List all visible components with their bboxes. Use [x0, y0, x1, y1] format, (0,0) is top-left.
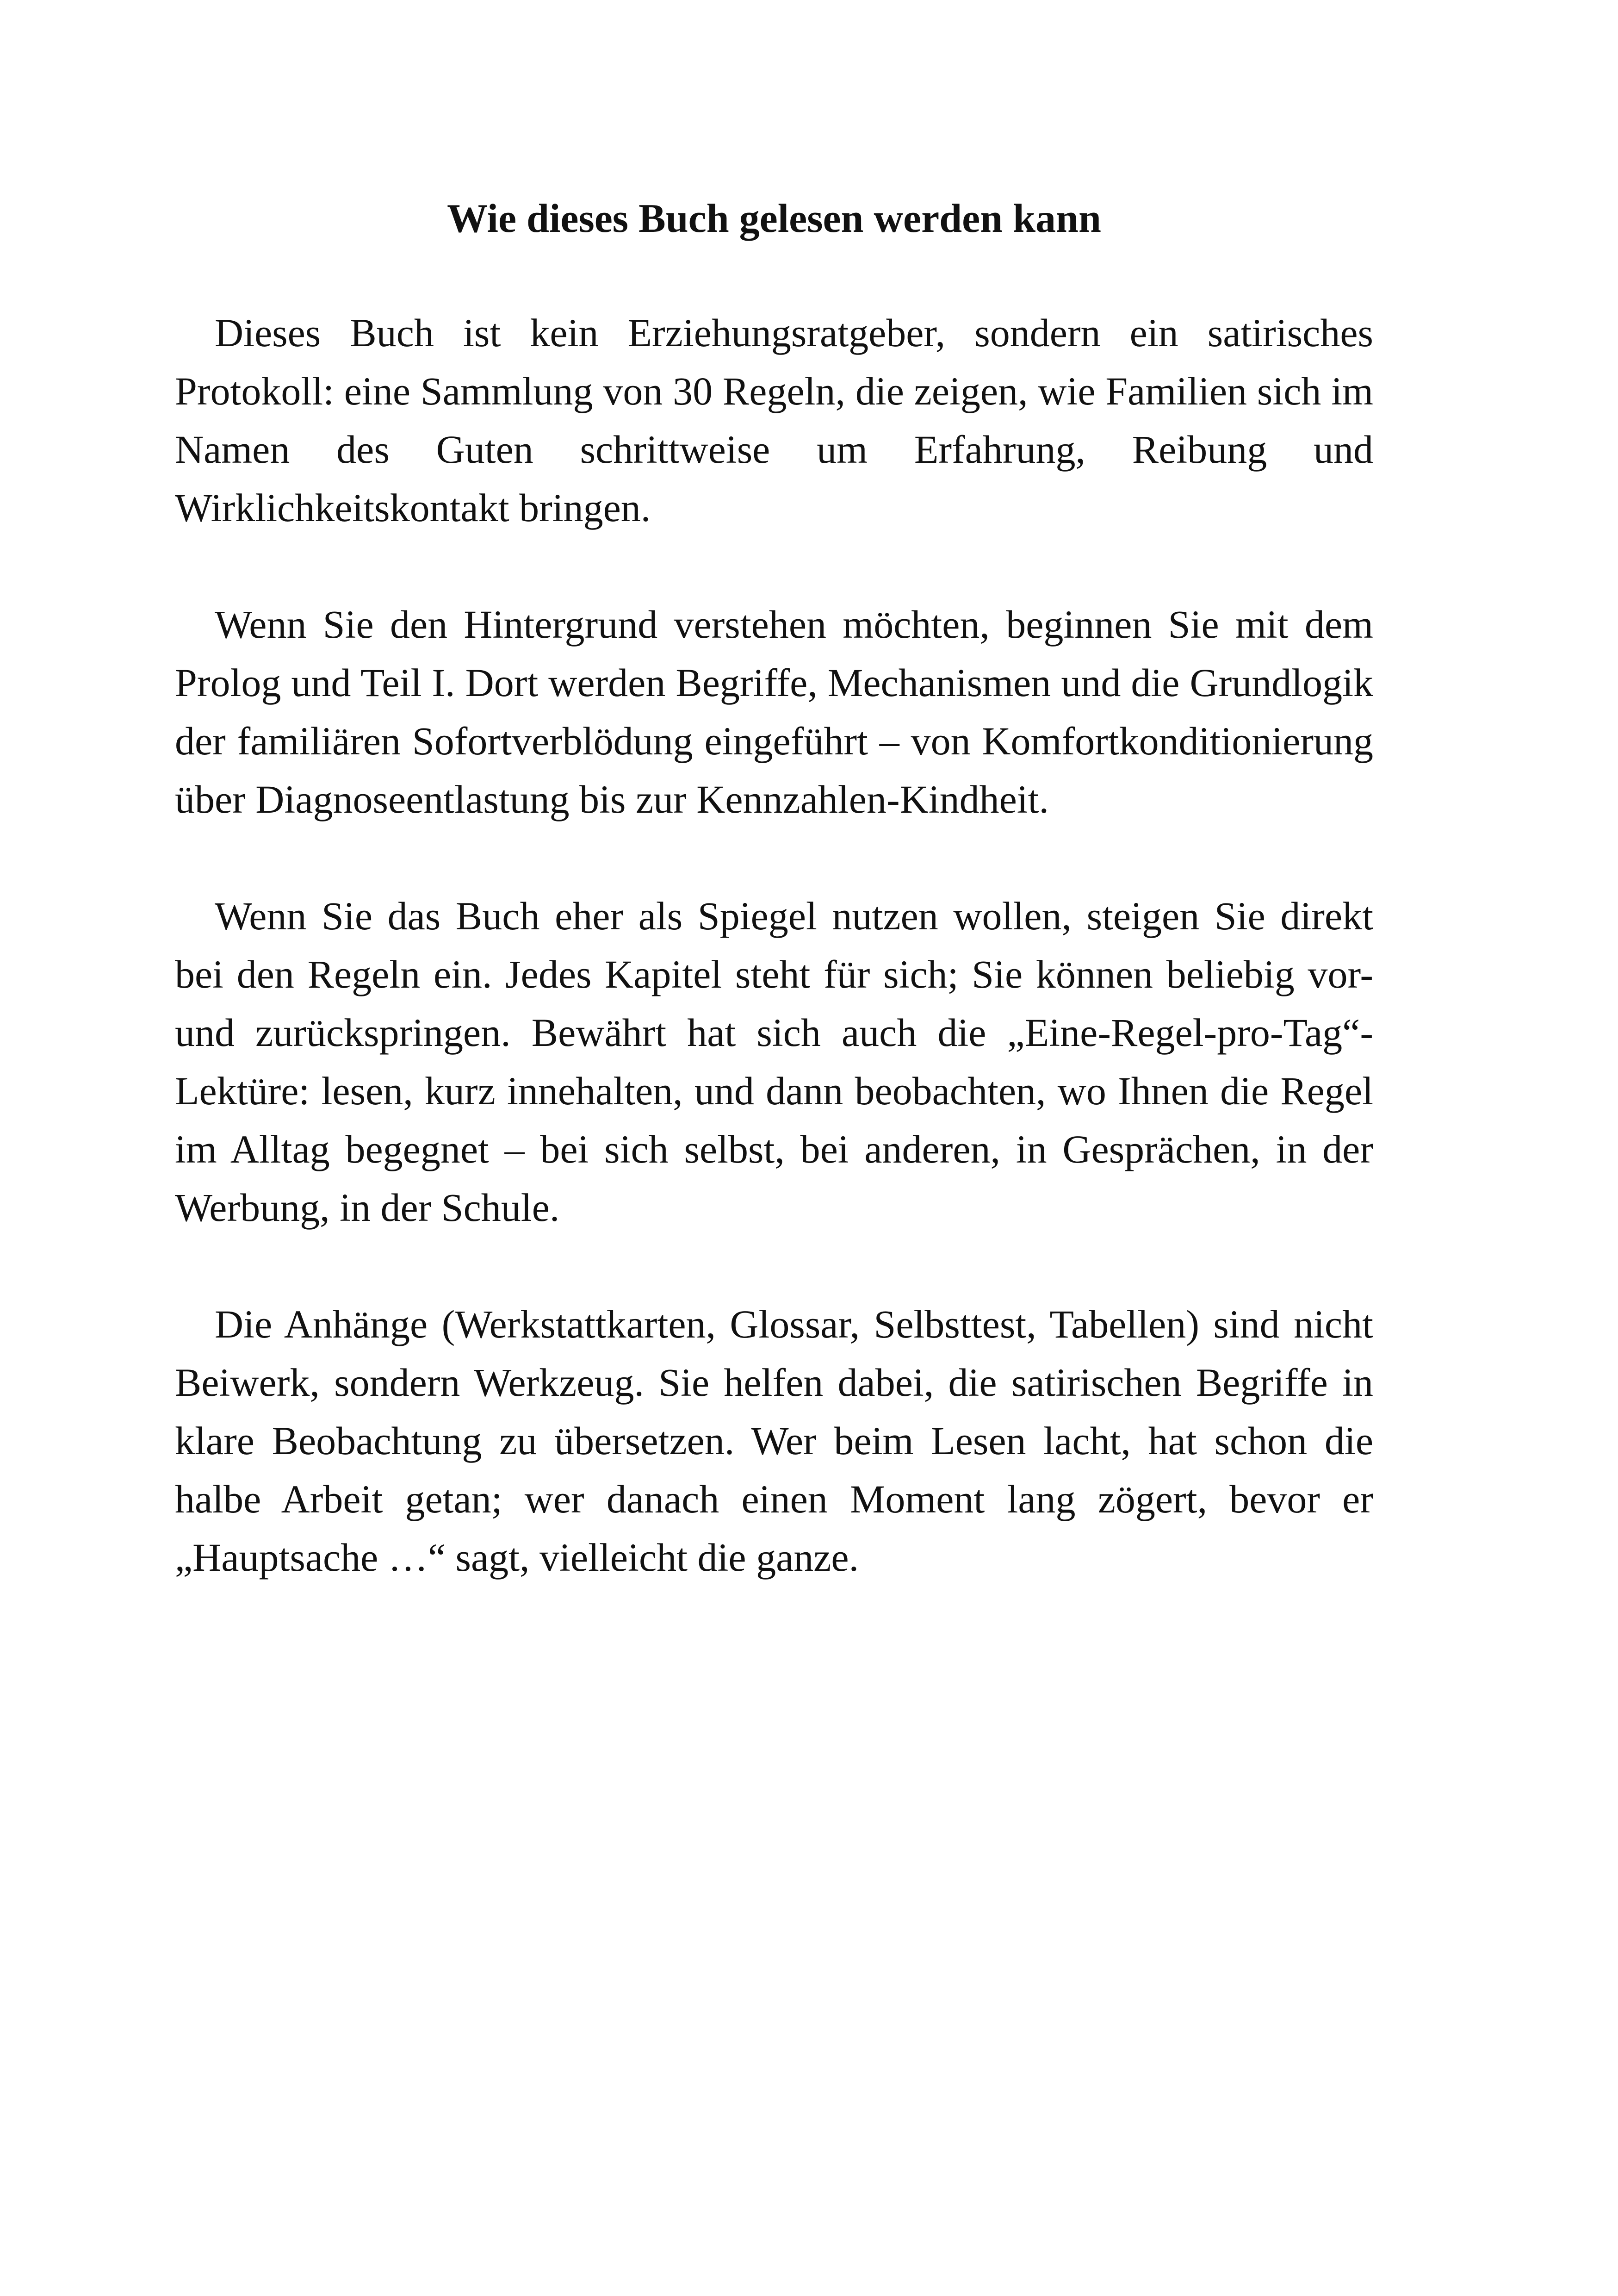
paragraph-2: Wenn Sie den Hintergrund verstehen möchten, beginnen Sie mit dem Prolog und Teil I. Dort werden Begriffe, Mechanismen und die Grundlogik der familiären Sofortverblödung eingeführt – von Komfortkonditionierung über Diagnoseentlastung bis zur Kennzahlen-Kindheit.: [175, 602, 1373, 821]
paragraph-4: Die Anhänge (Werkstattkarten, Glossar, Selbsttest, Tabellen) sind nicht Beiwerk, sondern Werkzeug. Sie helfen dabei, die satirischen Begriffe in klare Beobachtung zu übersetzen. Wer beim Lesen lacht, hat schon die halbe Arbeit getan; wer danach einen Moment lang zögert, bevor er „Hauptsache …“ sagt, vielleicht die ganze.: [175, 1302, 1373, 1580]
document-body: [175, 190, 1373, 1645]
paragraph-1: Dieses Buch ist kein Erziehungsratgeber, sondern ein satirisches Protokoll: eine Sammlung von 30 Regeln, die zeigen, wie Familien sich im Namen des Guten schrittweise um Erfahrung, Reibung und Wirklichkeitskontakt bringen.: [175, 311, 1373, 530]
paragraph-3: Wenn Sie das Buch eher als Spiegel nutzen wollen, steigen Sie direkt bei den Regeln ein. Jedes Kapitel steht für sich; Sie können beliebig vor- und zurückspringen. Bewährt hat sich auch die „Eine-Regel-pro-Tag“-Lektüre: lesen, kurz innehalten, und dann beobachten, wo Ihnen die Regel im Alltag begegnet – bei sich selbst, bei anderen, in Gesprächen, in der Werbung, in der Schule.: [175, 894, 1373, 1230]
page-title: Wie dieses Buch gelesen werden kann: [447, 196, 1101, 241]
